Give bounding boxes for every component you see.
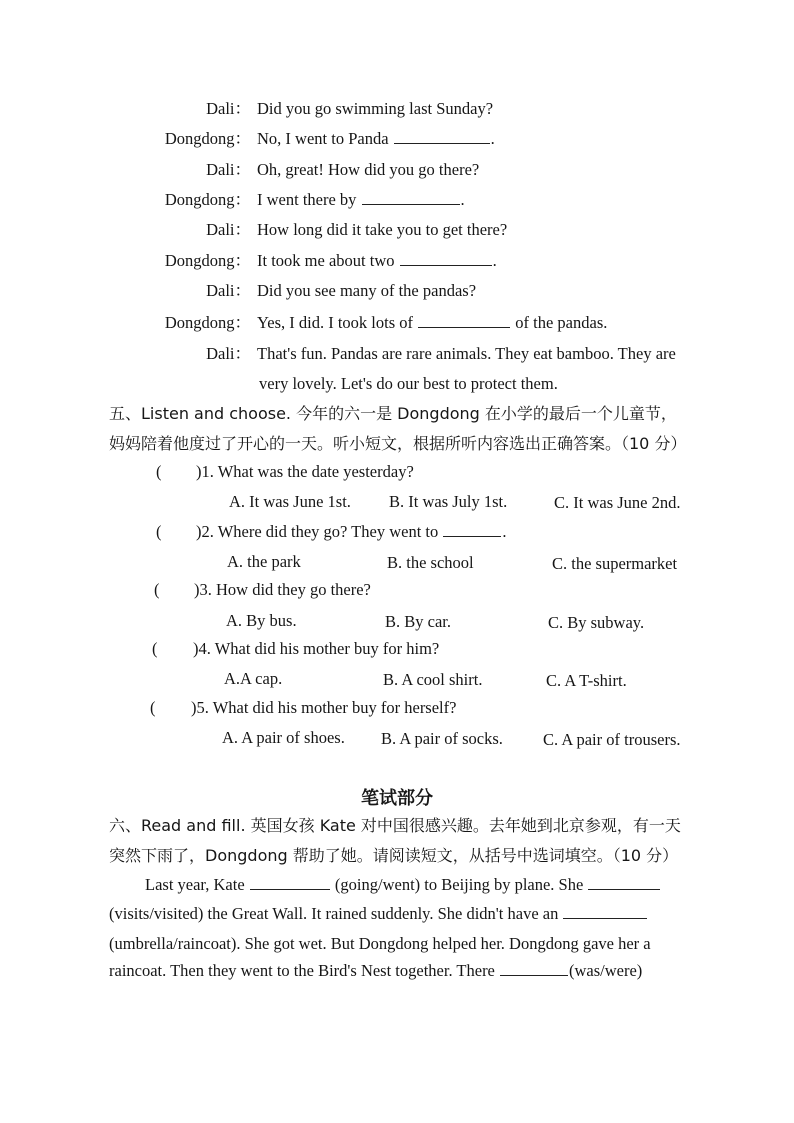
section5-instruction-line1: 五、Listen and choose. 今年的六一是 Dongdong 在小学的最后一个儿童节，: [109, 404, 677, 423]
answer-paren[interactable]: (: [154, 580, 160, 599]
question-text: )2. Where did they go? They went to .: [196, 522, 507, 541]
dialogue-line: No, I went to Panda .: [257, 129, 495, 148]
answer-blank[interactable]: [394, 129, 490, 144]
passage-line: (umbrella/raincoat). She got wet. But Dongdong helped her. Dongdong gave her a: [109, 934, 651, 953]
answer-paren[interactable]: (: [156, 522, 162, 541]
question-text: )1. What was the date yesterday?: [196, 462, 414, 481]
option-a[interactable]: A.A cap.: [224, 669, 283, 688]
answer-blank[interactable]: [418, 313, 510, 328]
speaker-label: Dali：: [206, 160, 251, 179]
option-a[interactable]: A. By bus.: [226, 611, 297, 630]
dialogue-line: I went there by .: [257, 190, 465, 209]
speaker-label: Dongdong：: [164, 251, 251, 270]
option-a[interactable]: A. It was June 1st.: [229, 492, 351, 511]
speaker-label: Dongdong：: [164, 129, 251, 148]
speaker-label: Dongdong：: [164, 313, 251, 332]
section6-instruction-line2: 突然下雨了，Dongdong 帮助了她。请阅读短文，从括号中选词填空。（10 分）: [109, 846, 679, 865]
section6-instruction-line1: 六、Read and fill. 英国女孩 Kate 对中国很感兴趣。去年她到北京参观，有一天: [109, 816, 681, 835]
dialogue-line: Did you see many of the pandas?: [257, 281, 477, 300]
dialogue-line: Oh, great! How did you go there?: [257, 160, 480, 179]
option-c[interactable]: C. A T-shirt.: [546, 671, 627, 690]
option-c[interactable]: C. the supermarket: [552, 554, 678, 573]
answer-blank[interactable]: [500, 961, 568, 976]
speaker-label: Dali：: [206, 220, 251, 239]
speaker-label: Dongdong：: [164, 190, 251, 209]
question-text: )5. What did his mother buy for herself?: [191, 698, 457, 717]
option-c[interactable]: C. By subway.: [548, 613, 645, 632]
question-text: )4. What did his mother buy for him?: [193, 639, 440, 658]
passage-line: Last year, Kate (going/went) to Beijing by plane. She: [145, 874, 661, 896]
option-b[interactable]: B. A cool shirt.: [383, 670, 483, 689]
answer-blank[interactable]: [563, 904, 647, 919]
section5-instruction-line2: 妈妈陪着他度过了开心的一天。听小短文，根据所听内容选出正确答案。（10 分）: [109, 434, 687, 453]
option-b[interactable]: B. By car.: [385, 612, 451, 631]
speaker-label: Dali：: [206, 281, 251, 300]
dialogue-line: That's fun. Pandas are rare animals. They eat bamboo. They are: [257, 344, 676, 363]
speaker-label: Dali：: [206, 99, 251, 118]
option-b[interactable]: B. It was July 1st.: [389, 492, 508, 511]
section-title-written: 笔试部分: [361, 788, 433, 809]
passage-line: (visits/visited) the Great Wall. It rained suddenly. She didn't have an: [109, 903, 648, 925]
option-a[interactable]: A. A pair of shoes.: [222, 728, 345, 747]
answer-blank[interactable]: [250, 875, 330, 890]
answer-blank[interactable]: [588, 875, 660, 890]
passage-line: raincoat. Then they went to the Bird's Nest together. There (was/were): [109, 961, 643, 980]
option-c[interactable]: C. A pair of trousers.: [543, 730, 681, 749]
dialogue-line: It took me about two .: [257, 251, 497, 270]
answer-blank[interactable]: [400, 251, 492, 266]
speaker-label: Dali：: [206, 344, 251, 363]
dialogue-line: How long did it take you to get there?: [257, 220, 508, 239]
option-c[interactable]: C. It was June 2nd.: [554, 493, 681, 512]
answer-blank[interactable]: [443, 522, 501, 537]
answer-blank[interactable]: [362, 190, 460, 205]
answer-paren[interactable]: (: [156, 462, 162, 481]
dialogue-line-continued: very lovely. Let's do our best to protect them.: [259, 374, 558, 393]
answer-paren[interactable]: (: [152, 639, 158, 658]
question-text: )3. How did they go there?: [194, 580, 371, 599]
dialogue-line: Yes, I did. I took lots of of the pandas.: [257, 313, 608, 332]
option-a[interactable]: A. the park: [227, 552, 301, 571]
dialogue-line: Did you go swimming last Sunday?: [257, 99, 494, 118]
option-b[interactable]: B. the school: [387, 553, 474, 572]
answer-paren[interactable]: (: [150, 698, 156, 717]
option-b[interactable]: B. A pair of socks.: [381, 729, 503, 748]
